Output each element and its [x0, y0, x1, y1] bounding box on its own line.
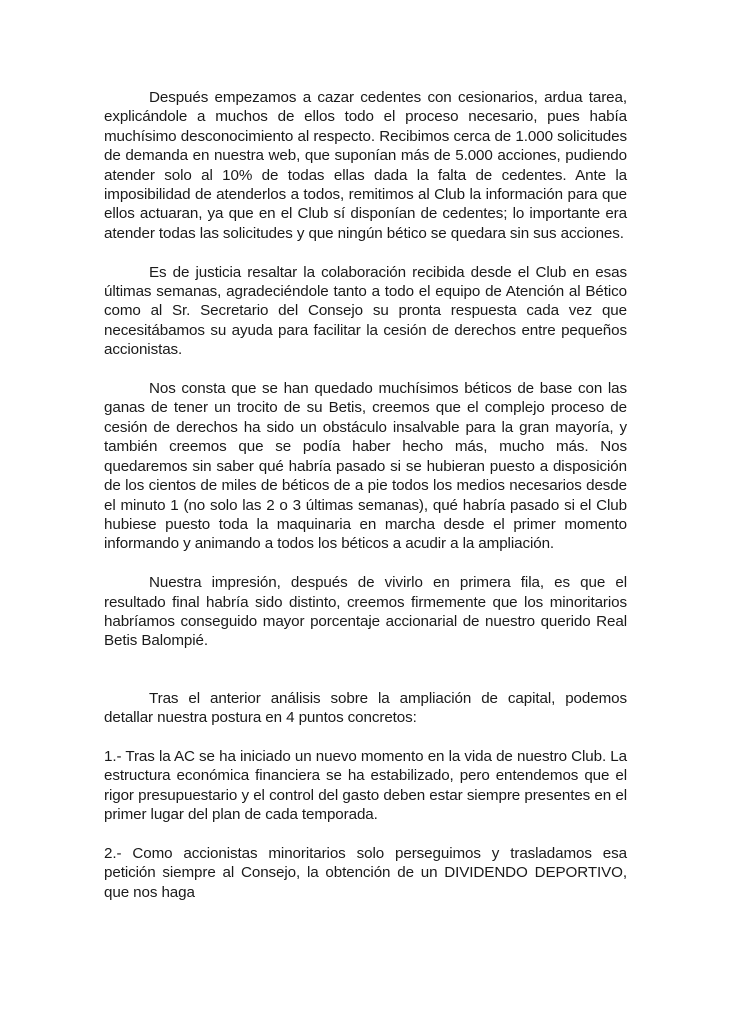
paragraph-punto-1: 1.- Tras la AC se ha iniciado un nuevo momento en la vida de nuestro Club. La estructura económica financiera se ha estabilizado, pero entendemos que el rigor presupuestario y el control del gasto deben estar siempre presentes en el primer lugar del plan de cada temporada. [104, 747, 627, 824]
paragraph-colaboracion: Es de justicia resaltar la colaboración recibida desde el Club en esas últimas semanas, agradeciéndole tanto a todo el equipo de Atención al Bético como al Sr. Secretario del Consejo su pronta respuesta cada vez que necesitábamos su ayuda para facilitar la cesión de derechos entre pequeños accionistas. [104, 263, 627, 359]
paragraph-impresion: Nuestra impresión, después de vivirlo en primera fila, es que el resultado final habría sido distinto, creemos firmemente que los minoritarios habríamos conseguido mayor porcentaje accionarial de nuestro querido Real Betis Balompié. [104, 574, 627, 650]
paragraph-beticos-de-base: Nos consta que se han quedado muchísimos béticos de base con las ganas de tener un trocito de su Betis, creemos que el complejo proceso de cesión de derechos ha sido un obstáculo insalvable para la gran mayoría, y también creemos que se podía haber hecho más, mucho más. Nos quedaremos sin saber qué habría pasado si se hubieran puesto a disposición de los cientos de miles de béticos de a pie todos los medios necesarios desde el minuto 1 (no solo las 2 o 3 últimas semanas), qué habría pasado si el Club hubiese puesto toda la maquinaria en marcha desde el primer momento informando y animando a todos los béticos a acudir a la ampliación. [104, 380, 627, 553]
paragraph-punto-2: 2.- Como accionistas minoritarios solo perseguimos y trasladamos esa petición siempre al Consejo, la obtención de un DIVIDENDO DEPORTIVO, que nos haga [104, 844, 627, 901]
paragraph-cedentes: Después empezamos a cazar cedentes con cesionarios, ardua tarea, explicándole a muchos de ellos todo el proceso necesario, pues había muchísimo desconocimiento al respecto. Recibimos cerca de 1.000 solicitudes de demanda en nuestra web, que suponían más de 5.000 acciones, pudiendo atender solo al 10% de todas ellas dada la falta de cedentes. Ante la imposibilidad de atenderlos a todos, remitimos al Club la información para que ellos actuaran, ya que en el Club sí disponían de cedentes; lo importante era atender todas las solicitudes y que ningún bético se quedara sin sus acciones. [104, 89, 627, 242]
paragraph-postura-intro: Tras el anterior análisis sobre la ampliación de capital, podemos detallar nuestra postura en 4 puntos concretos: [104, 689, 627, 727]
document-body [104, 88, 627, 922]
